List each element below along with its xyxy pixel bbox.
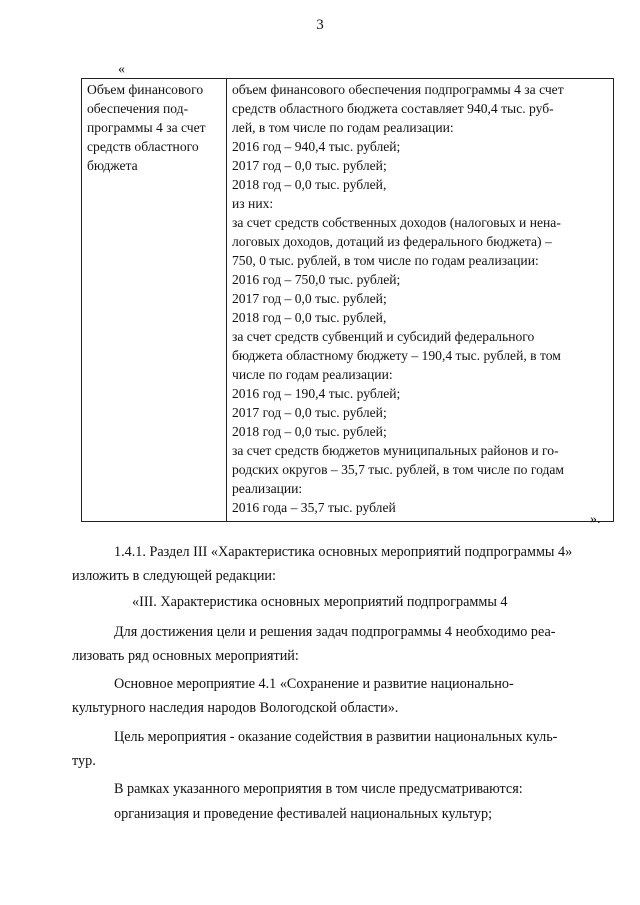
table-cell-line: бюджета областному бюджету – 190,4 тыс. рублей, в том <box>232 348 561 363</box>
table-cell-line: бюджета <box>87 158 138 173</box>
table-cell-line: 2017 год – 0,0 тыс. рублей; <box>232 405 387 420</box>
text-line: Цель мероприятия - оказание содействия в развитии национальных куль- <box>114 729 558 745</box>
table-cell-line: программы 4 за счет <box>87 120 206 135</box>
text-line: тур. <box>72 753 96 769</box>
table-cell-line: за счет средств субвенций и субсидий федерального <box>232 329 535 344</box>
table-cell-line: 2017 год – 0,0 тыс. рублей; <box>232 158 387 173</box>
table-cell-line: 2018 год – 0,0 тыс. рублей, <box>232 177 387 192</box>
table-cell-line: 2017 год – 0,0 тыс. рублей; <box>232 291 387 306</box>
table-cell-line: 2016 год – 190,4 тыс. рублей; <box>232 386 401 401</box>
closing-quote-mark: ». <box>590 512 601 527</box>
table-cell-line: 2016 год – 750,0 тыс. рублей; <box>232 272 401 287</box>
table-cell-line: 2018 год – 0,0 тыс. рублей; <box>232 424 387 439</box>
text-line: организация и проведение фестивалей национальных культур; <box>114 806 493 822</box>
text-line: лизовать ряд основных мероприятий: <box>72 648 299 664</box>
page-number: 3 <box>316 17 324 33</box>
table-cell-line: объем финансового обеспечения подпрограммы 4 за счет <box>232 82 564 97</box>
table-cell-line: средств областного <box>87 139 199 154</box>
text-line: изложить в следующей редакции: <box>72 568 276 584</box>
table-cell-line: за счет средств бюджетов муниципальных районов и го- <box>232 443 559 458</box>
table-cell-line: Объем финансового <box>87 82 204 97</box>
text-line: Основное мероприятие 4.1 «Сохранение и развитие национально- <box>114 676 514 692</box>
table-cell-line: 2016 год – 940,4 тыс. рублей; <box>232 139 401 154</box>
table-cell-line: из них: <box>232 196 274 211</box>
table-cell-line: средств областного бюджета составляет 940,4 тыс. руб- <box>232 101 554 116</box>
table-cell-line: логовых доходов, дотаций из федерального бюджета) – <box>232 234 552 249</box>
table-row <box>82 79 614 522</box>
section-title: «III. Характеристика основных мероприятий подпрограммы 4 <box>132 594 508 610</box>
opening-quote-mark: « <box>118 62 125 77</box>
text-line: культурного наследия народов Вологодской области». <box>72 700 399 716</box>
table-cell-line: родских округов – 35,7 тыс. рублей, в том числе по годам <box>232 462 565 477</box>
text-line: В рамках указанного мероприятия в том числе предусматриваются: <box>114 781 523 797</box>
table-cell-line: реализации: <box>232 481 303 496</box>
table-cell-line: 2016 года – 35,7 тыс. рублей <box>232 500 396 515</box>
table-cell-line: лей, в том числе по годам реализации: <box>232 120 454 135</box>
table-cell-line: за счет средств собственных доходов (налоговых и нена- <box>232 215 561 230</box>
text-line: Для достижения цели и решения задач подпрограммы 4 необходимо реа- <box>114 624 556 640</box>
text-line: 1.4.1. Раздел III «Характеристика основных мероприятий подпрограммы 4» <box>114 544 573 560</box>
financing-table <box>81 78 614 522</box>
table-cell-line: 750, 0 тыс. рублей, в том числе по годам реализации: <box>232 253 539 268</box>
table-cell-line: числе по годам реализации: <box>232 367 393 382</box>
table-cell-line: 2018 год – 0,0 тыс. рублей, <box>232 310 387 325</box>
table-cell-line: обеспечения под- <box>87 101 189 116</box>
financing-label-cell <box>82 79 227 522</box>
financing-value-cell <box>227 79 614 522</box>
